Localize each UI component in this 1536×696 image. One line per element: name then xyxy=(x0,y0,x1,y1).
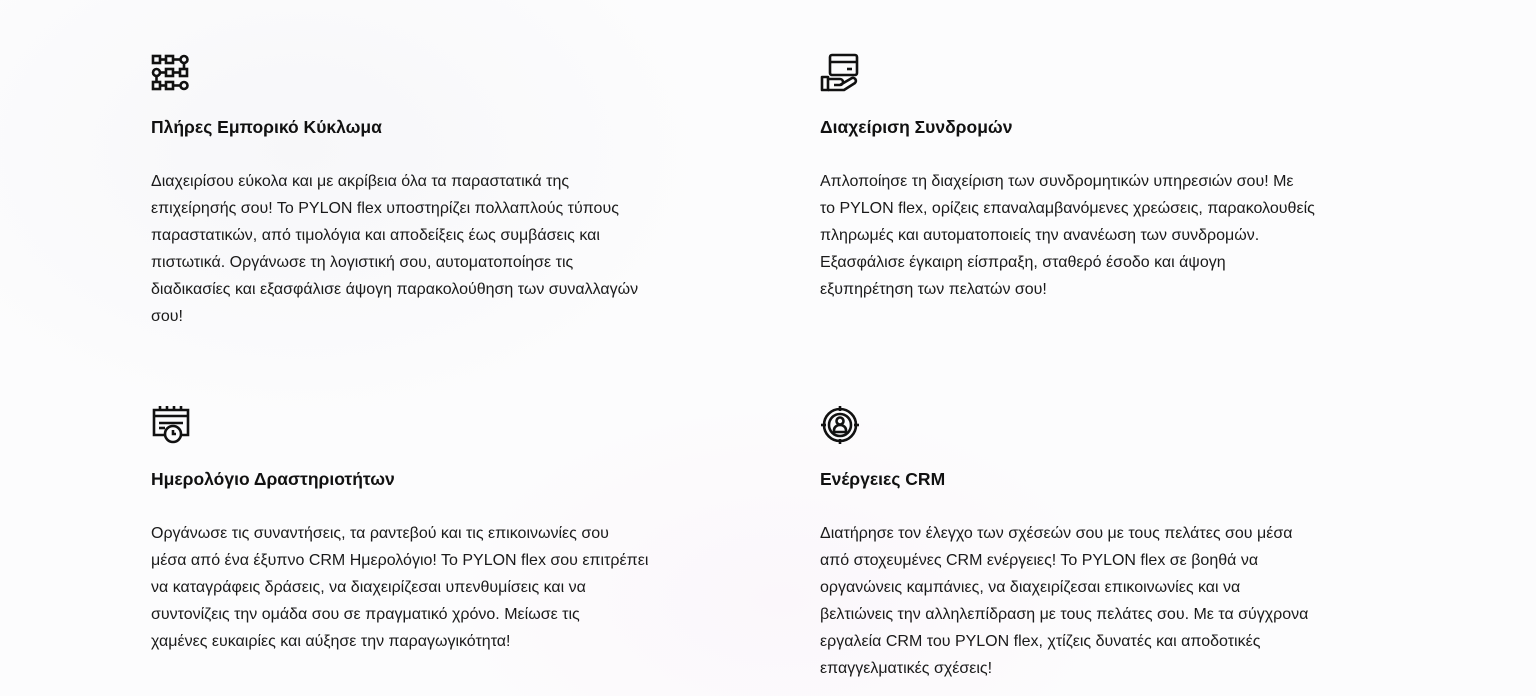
description-line: οργανώνεις καμπάνιες, να διαχειρίζεσαι επικοινωνίες και να xyxy=(820,579,1241,596)
description-line: πιστωτικά. Οργάνωσε τη λογιστική σου, αυτοματοποίησε τις xyxy=(151,254,574,271)
description-line: μέσα από ένα έξυπνο CRM Ημερολόγιο! Το PYLON flex σου επιτρέπει xyxy=(151,552,649,569)
description-line: εργαλεία CRM του PYLON flex, χτίζεις δυνατές και αποδοτικές xyxy=(820,633,1261,650)
feature-description xyxy=(820,520,1308,682)
description-line: επαγγελματικές σχέσεις! xyxy=(820,660,993,677)
description-line: παραστατικών, από τιμολόγια και αποδείξεις έως συμβάσεις και xyxy=(151,227,600,244)
calendar-clock-icon xyxy=(151,405,191,445)
description-line: πληρωμές και αυτοματοποιείς την ανανέωση των συνδρομών. xyxy=(820,227,1260,244)
description-line: βελτιώνεις την αλληλεπίδραση με τους πελάτες σου. Με τα σύγχρονα xyxy=(820,606,1309,623)
description-line: Εξασφάλισε έγκαιρη είσπραξη, σταθερό έσοδο και άψογη xyxy=(820,254,1226,271)
description-line: επιχείρησής σου! Το PYLON flex υποστηρίζει πολλαπλούς τύπους xyxy=(151,200,619,217)
description-line: συντονίζεις την ομάδα σου σε πραγματικό χρόνο. Μείωσε τις xyxy=(151,606,580,623)
description-line: χαμένες ευκαιρίες και αύξησε την παραγωγικότητα! xyxy=(151,633,511,650)
feature-description xyxy=(820,168,1315,303)
description-line: εξυπηρέτηση των πελατών σου! xyxy=(820,281,1047,298)
description-line: Απλοποίησε τη διαχείριση των συνδρομητικών υπηρεσιών σου! Με xyxy=(820,173,1294,190)
description-line: να καταγράφεις δράσεις, να διαχειρίζεσαι υπενθυμίσεις και να xyxy=(151,579,586,596)
description-line: Διαχειρίσου εύκολα και με ακρίβεια όλα τα παραστατικά της xyxy=(151,173,570,190)
workflow-icon xyxy=(151,53,191,93)
description-line: Οργάνωσε τις συναντήσεις, τα ραντεβού και τις επικοινωνίες σου xyxy=(151,525,609,542)
feature-title: Πλήρες Εμπορικό Κύκλωμα xyxy=(151,117,382,137)
description-line: Διατήρησε τον έλεγχο των σχέσεών σου με τους πελάτες σου μέσα xyxy=(820,525,1293,542)
description-line: διαδικασίες και εξασφάλισε άψογη παρακολούθηση των συναλλαγών xyxy=(151,281,639,298)
target-user-icon xyxy=(820,405,860,445)
feature-title: Διαχείριση Συνδρομών xyxy=(820,117,1013,137)
feature-description xyxy=(151,520,648,655)
feature-description xyxy=(151,168,638,330)
description-line: από στοχευμένες CRM ενέργειες! Το PYLON flex σε βοηθά να xyxy=(820,552,1259,569)
card-in-hand-icon xyxy=(820,53,860,93)
description-line: το PYLON flex, ορίζεις επαναλαμβανόμενες χρεώσεις, παρακολουθείς xyxy=(820,200,1315,217)
feature-title: Ενέργειες CRM xyxy=(820,469,946,489)
description-line: σου! xyxy=(151,308,183,325)
feature-title: Ημερολόγιο Δραστηριοτήτων xyxy=(151,469,395,489)
